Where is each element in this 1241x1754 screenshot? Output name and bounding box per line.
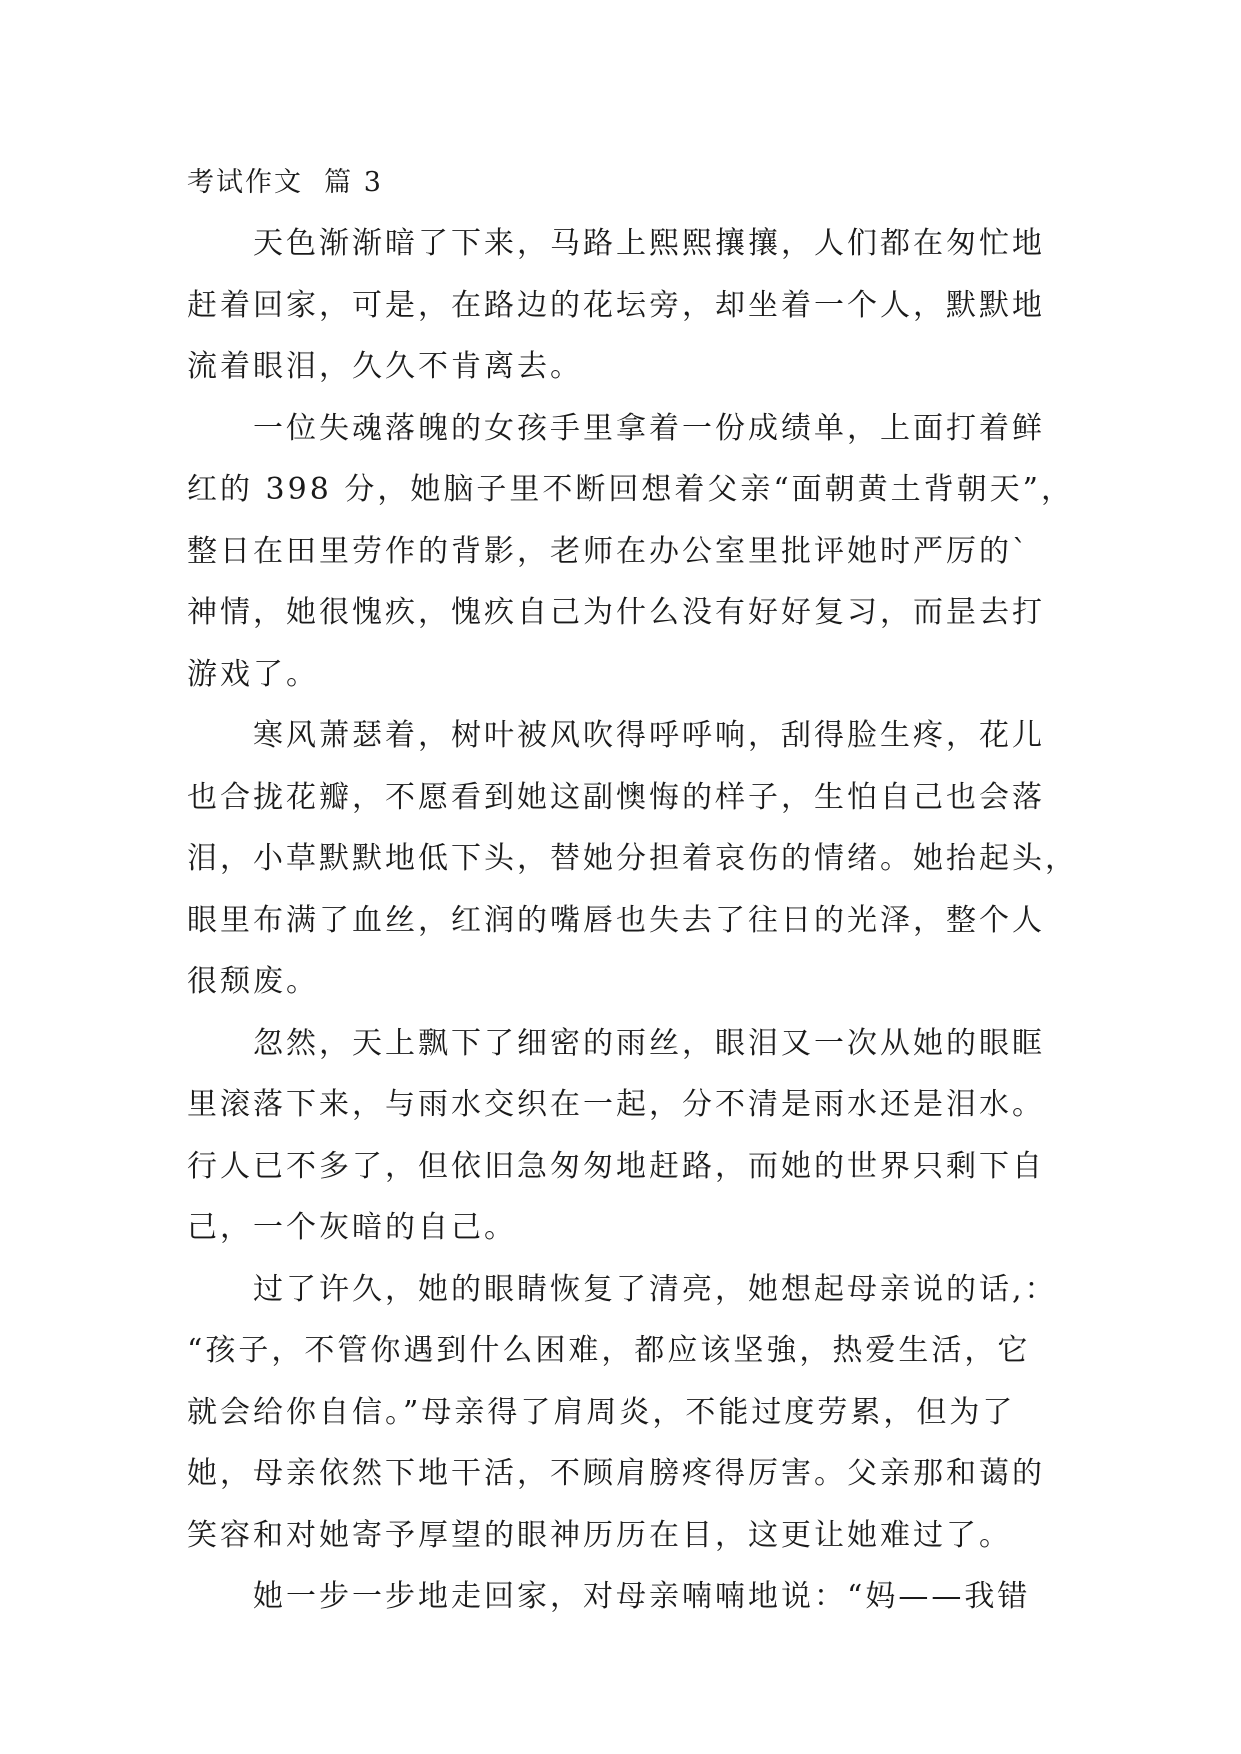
text-line: 她一步一步地走回家，对母亲喃喃地说：“妈——我错	[253, 1579, 1031, 1614]
paragraph	[187, 1267, 1087, 1575]
text-line: 也合拢花瓣，不愿看到她这副懊悔的样子，生怕自己也会落	[187, 779, 1045, 815]
paragraph	[187, 406, 1087, 714]
text-line: 很颓废。	[187, 964, 319, 999]
text-line: “孩子，不管你遇到什么困难，都应该坚強，热爱生活，它	[187, 1333, 1031, 1368]
document-title: 考试作文 篇 3	[187, 167, 383, 198]
paragraph	[187, 1574, 1087, 1636]
text-line: 眼里布满了血丝，红润的嘴唇也失去了往日的光泽，整个人	[187, 902, 1045, 938]
text-line: 笑容和对她寄予厚望的眼神历历在目，这更让她难过了。	[187, 1517, 1012, 1553]
text-line: 天色渐渐暗了下来，马路上熙熙攘攘，人们都在匆忙地	[253, 226, 1045, 261]
text-line: 寒风萧瑟着，树叶被风吹得呼呼响，刮得脸生疼，花儿	[253, 718, 1045, 753]
article-body	[187, 221, 1087, 1636]
text-line: 过了许久，她的眼睛恢复了清亮，她想起母亲说的话,：	[253, 1271, 1058, 1307]
text-line: 一位失魂落魄的女孩手里拿着一份成绩单，上面打着鲜	[253, 410, 1045, 446]
text-line: 游戏了。	[187, 656, 319, 692]
text-line: 整日在田里劳作的背影，老师在办公室里批评她时严厉的`	[187, 533, 1030, 569]
text-line: 神情，她很愧疚，愧疚自己为什么没有好好复习，而昰去打	[187, 595, 1045, 630]
paragraph	[187, 1021, 1087, 1267]
paragraph	[187, 713, 1087, 1021]
text-line: 里滚落下来，与雨水交织在一起，分不清是雨水还是泪水。	[187, 1087, 1045, 1122]
text-line: 忽然，天上飘下了细密的雨丝，眼泪又一次从她的眼眶	[253, 1025, 1045, 1061]
text-line: 红的 398 分，她脑子里不断回想着父亲“面朝黄土背朝天”，	[187, 472, 1075, 507]
text-line: 己，一个灰暗的自己。	[187, 1210, 517, 1245]
text-line: 赶着回家，可是，在路边的花坛旁，却坐着一个人，默默地	[187, 287, 1045, 323]
text-line: 流着眼泪，久久不肯离去。	[187, 349, 583, 384]
paragraph	[187, 221, 1087, 406]
text-line: 行人已不多了，但依旧急匆匆地赶路，而她的世界只剩下自	[187, 1148, 1045, 1184]
text-line: 就会给你自信。”母亲得了肩周炎，不能过度劳累，但为了	[187, 1394, 1016, 1430]
text-line: 她，母亲依然下地干活，不顾肩膀疼得厉害。父亲那和蔼的	[187, 1456, 1045, 1491]
text-line: 泪，小草默默地低下头，替她分担着哀伤的情绪。她抬起头，	[187, 841, 1078, 876]
